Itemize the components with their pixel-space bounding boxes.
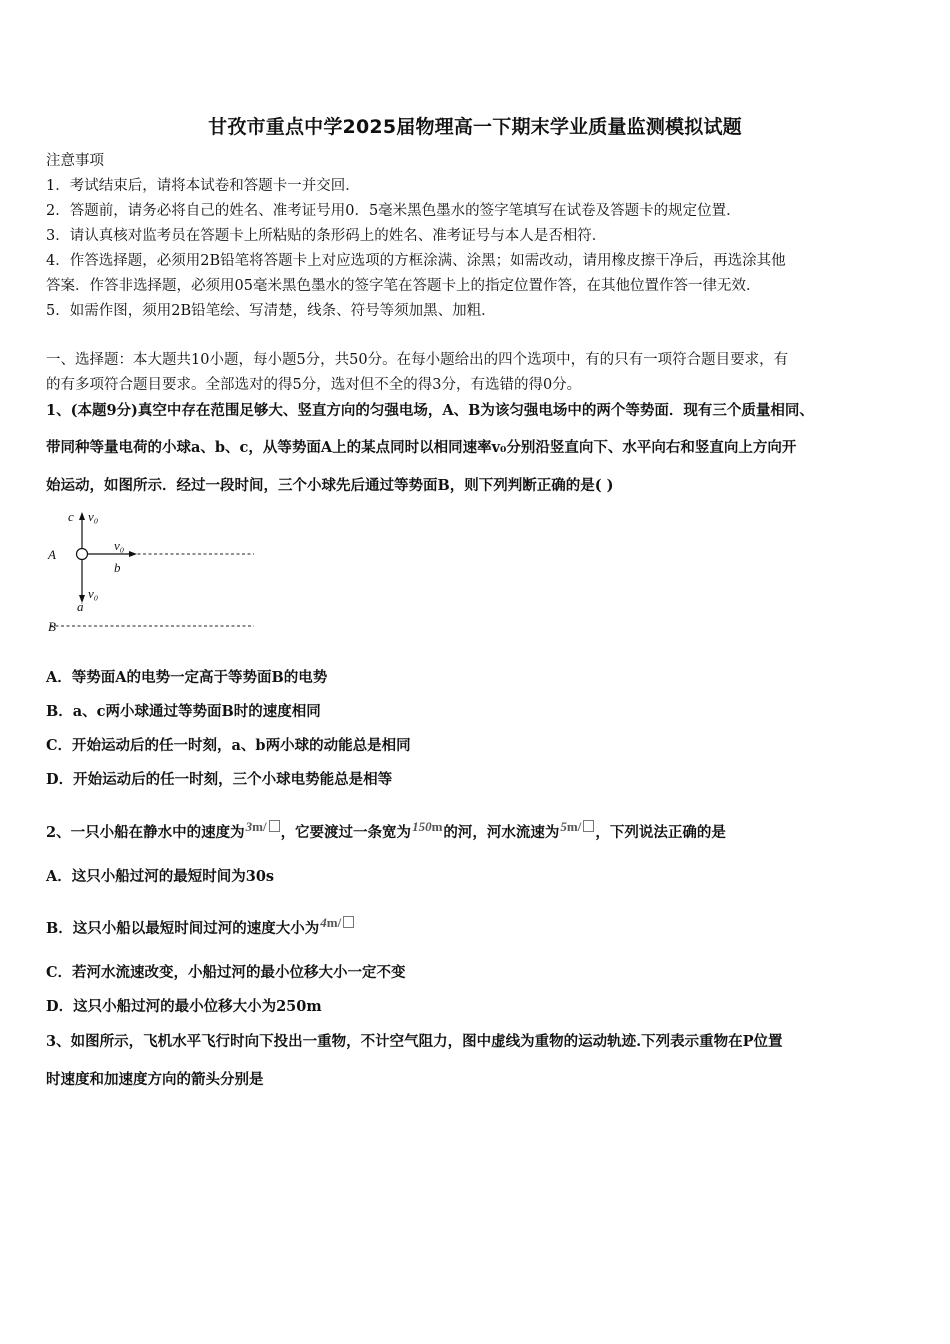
formula-unit: m [252,819,263,834]
stem-text: ，下列说法正确的是 [595,824,726,841]
missing-glyph-box [583,820,594,832]
equipotential-figure [44,504,274,644]
speed-formula [246,819,280,834]
question-1-option: B．a、c两小球通过等势面B时的速度相同 [46,703,321,720]
label-v0-down: v₀ [88,586,99,601]
question-1-option: C．开始运动后的任一时刻，a、b两小球的动能总是相同 [46,737,411,754]
notice-heading: 注意事项 [46,153,104,169]
notice-item: 1．考试结束后，请将本试卷和答题卡一并交回． [46,178,360,194]
formula-slash: / [262,819,267,834]
notice-item: 3．请认真核对监考员在答题卡上所粘贴的条形码上的姓名、准考证号与本人是否相符． [46,228,607,244]
question-1-option: D．开始运动后的任一时刻，三个小球电势能总是相等 [46,771,393,788]
question-2-option: D．这只小船过河的最小位移大小为250m [46,998,322,1015]
question-2-option [46,913,355,939]
section-heading: 的有多项符合题目要求。全部选对的得5分，选对但不全的得3分，有选错的得0分。 [46,377,582,393]
label-v0-up: v₀ [88,509,99,524]
formula-number: 5 [560,819,567,834]
launch-point [77,549,88,560]
page-title: 甘孜市重点中学2025届物理高一下期末学业质量监测模拟试题 [208,116,742,138]
speed-formula [320,915,354,930]
question-2-stem [46,817,726,843]
question-1-stem: 始运动，如图所示．经过一段时间，三个小球先后通过等势面B，则下列判断正确的是( ) [46,477,614,494]
formula-unit: m [326,915,338,930]
label-c: c [68,509,74,524]
label-A: A [48,547,56,562]
arrow-c-head [79,512,85,520]
flow-formula [560,819,594,834]
stem-text: 2、一只小船在静水中的速度为 [46,824,245,841]
formula-unit: m [566,819,578,834]
label-a: a [77,599,84,614]
stem-text: ，它要渡过一条宽为 [280,824,412,841]
notice-item: 4．作答选择题，必须用2B铅笔将答题卡上对应选项的方框涂满、涂黑；如需改动，请用橡皮擦干净后，再选涂其他 [46,253,786,269]
formula-unit: m [431,819,443,834]
label-b: b [114,560,121,575]
label-B: B [48,619,56,634]
stem-text: 的河，河水流速为 [443,824,560,841]
formula-number: 3 [245,819,253,834]
missing-glyph-box [269,820,280,832]
question-3-stem: 3、如图所示，飞机水平飞行时向下投出一重物，不计空气阻力，图中虚线为重物的运动轨迹.下列表示重物在P位置 [46,1033,783,1050]
option-text: B．这只小船以最短时间过河的速度大小为 [46,920,320,937]
question-1-option: A．等势面A的电势一定高于等势面B的电势 [46,669,328,686]
question-2-option: A．这只小船过河的最短时间为30s [46,868,275,885]
formula-number: 4 [320,915,327,930]
question-1-stem: 1、(本题9分)真空中存在范围足够大、竖直方向的匀强电场，A、B为该匀强电场中的两个等势面．现有三个质量相同、 [46,402,814,419]
label-v0-right: v₀ [114,538,125,553]
notice-item: 2．答题前，请务必将自己的姓名、准考证号用0．5毫米黑色墨水的签字笔填写在试卷及答题卡的规定位置． [46,203,741,219]
formula-number: 150 [412,819,432,834]
width-formula [412,819,442,834]
question-3-stem: 时速度和加速度方向的箭头分别是 [46,1071,264,1088]
arrow-b-head [129,551,137,557]
question-2-option: C．若河水流速改变，小船过河的最小位移大小一定不变 [46,964,406,981]
notice-item: 5．如需作图，须用2B铅笔绘、写清楚，线条、符号等须加黑、加粗． [46,303,496,319]
section-heading: 一、选择题：本大题共10小题，每小题5分，共50分。在每小题给出的四个选项中，有的只有一项符合题目要求，有 [46,352,789,368]
question-1-stem: 带同种等量电荷的小球a、b、c，从等势面A上的某点同时以相同速率v₀分别沿竖直向下、水平向右和竖直向上方向开 [46,439,797,456]
missing-glyph-box [343,916,354,928]
formula-slash: / [577,819,582,834]
formula-slash: / [337,915,342,930]
notice-item: 答案．作答非选择题，必须用05毫米黑色墨水的签字笔在答题卡上的指定位置作答，在其他位置作答一律无效． [46,278,761,294]
